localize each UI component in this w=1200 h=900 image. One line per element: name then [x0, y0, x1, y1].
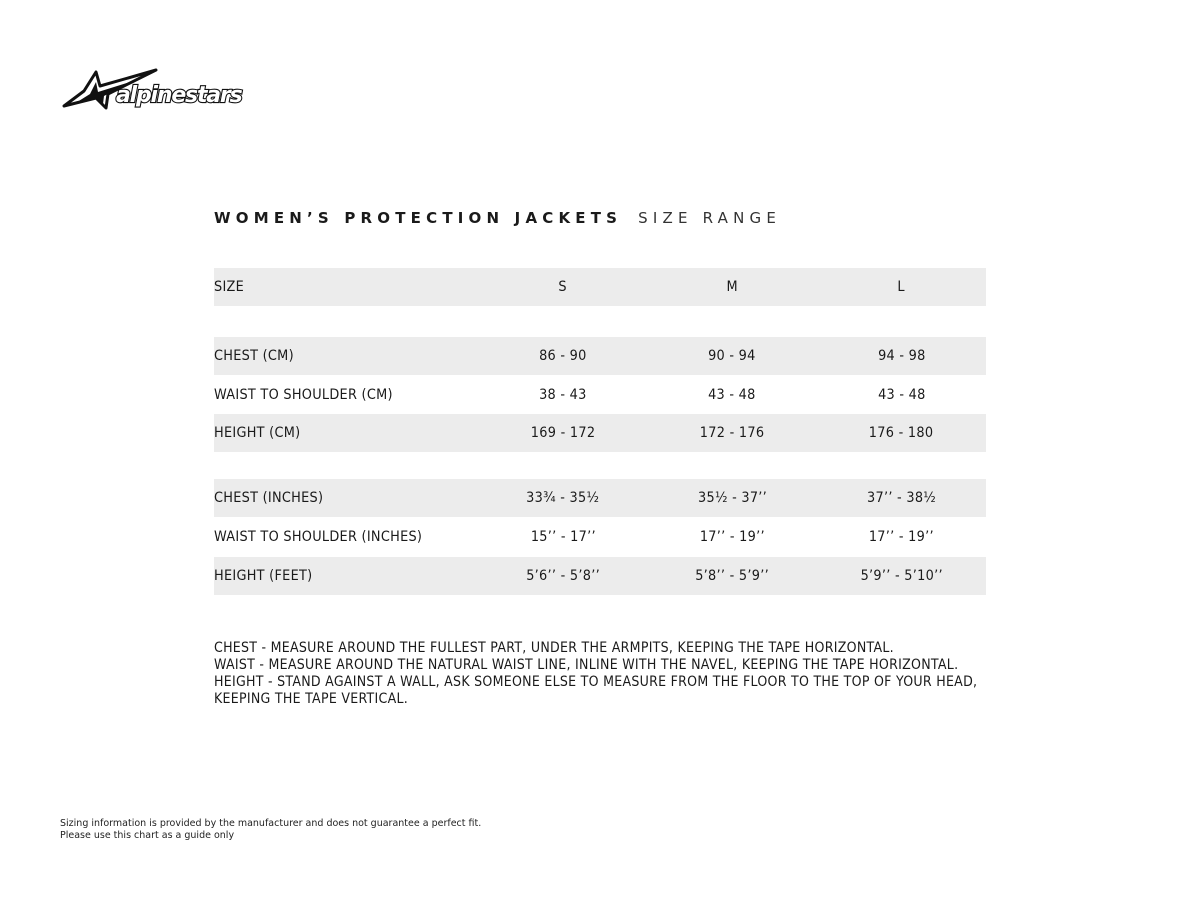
- cell-waist-cm-s: 38 - 43: [539, 387, 587, 403]
- disclaimer-line-1: Sizing information is provided by the manufacturer and does not guarantee a perfect fit.: [60, 818, 482, 829]
- row-label-height-cm: HEIGHT (CM): [214, 425, 301, 441]
- alpinestars-star-icon: [60, 66, 265, 112]
- note-height-cont: KEEPING THE TAPE VERTICAL.: [214, 691, 409, 707]
- cell-waist-cm-l: 43 - 48: [877, 387, 926, 403]
- row-label-waist-cm: WAIST TO SHOULDER (CM): [214, 387, 393, 403]
- row-label-chest-cm: CHEST (CM): [214, 348, 294, 364]
- cell-waist-in-m: 17’’ - 19’’: [699, 529, 765, 545]
- table-header-row: [214, 268, 986, 306]
- note-waist: WAIST - MEASURE AROUND THE NATURAL WAIST LINE, INLINE WITH THE NAVEL, KEEPING THE TAPE HORIZONTAL.: [214, 657, 959, 673]
- header-size-label: SIZE: [214, 279, 245, 295]
- header-size-s: S: [558, 279, 568, 295]
- page-title: [214, 209, 781, 227]
- cell-waist-in-l: 17’’ - 19’’: [868, 529, 934, 545]
- table-row: [214, 479, 986, 517]
- svg-text:alpinestars: alpinestars: [116, 83, 242, 108]
- title-bold: WOMEN’S PROTECTION JACKETS: [214, 209, 623, 227]
- row-label-waist-in: WAIST TO SHOULDER (INCHES): [214, 529, 423, 545]
- cell-waist-in-s: 15’’ - 17’’: [530, 529, 596, 545]
- table-row: [214, 337, 986, 375]
- cell-chest-cm-l: 94 - 98: [877, 348, 926, 364]
- cell-chest-in-l: 37’’ - 38½: [866, 490, 936, 506]
- note-height: HEIGHT - STAND AGAINST A WALL, ASK SOMEONE ELSE TO MEASURE FROM THE FLOOR TO THE TOP OF YOUR HEAD,: [214, 674, 978, 690]
- header-size-l: L: [897, 279, 906, 295]
- row-label-chest-in: CHEST (INCHES): [214, 490, 324, 506]
- table-row: [214, 414, 986, 452]
- header-size-m: M: [726, 279, 738, 295]
- cell-height-cm-m: 172 - 176: [699, 425, 765, 441]
- table-row: [214, 518, 986, 556]
- cell-waist-cm-m: 43 - 48: [708, 387, 756, 403]
- title-light: SIZE RANGE: [638, 209, 782, 227]
- measurement-notes: [214, 640, 1062, 708]
- disclaimer: [60, 818, 481, 842]
- note-chest: CHEST - MEASURE AROUND THE FULLEST PART, UNDER THE ARMPITS, KEEPING THE TAPE HORIZONTAL.: [214, 640, 894, 656]
- brand-logo: [60, 66, 265, 112]
- cell-height-ft-m: 5’8’’ - 5’9’’: [695, 568, 770, 584]
- cell-chest-cm-s: 86 - 90: [539, 348, 587, 364]
- row-label-height-ft: HEIGHT (FEET): [214, 568, 313, 584]
- table-row: [214, 376, 986, 414]
- cell-chest-in-m: 35½ - 37’’: [697, 490, 767, 506]
- cell-chest-in-s: 33¾ - 35½: [526, 490, 600, 506]
- cell-height-cm-l: 176 - 180: [869, 425, 934, 441]
- cell-chest-cm-m: 90 - 94: [708, 348, 756, 364]
- cell-height-ft-l: 5’9’’ - 5’10’’: [860, 568, 943, 584]
- disclaimer-line-2: Please use this chart as a guide only: [60, 830, 235, 841]
- table-row: [214, 557, 986, 595]
- cell-height-cm-s: 169 - 172: [530, 425, 596, 441]
- cell-height-ft-s: 5’6’’ - 5’8’’: [526, 568, 600, 584]
